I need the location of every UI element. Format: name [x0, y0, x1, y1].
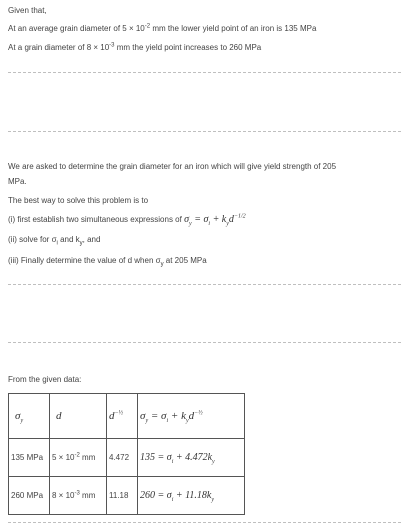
divider-4 — [8, 342, 401, 343]
task-step-1-text: (i) first establish two simultaneous expressions of — [8, 215, 182, 224]
header-sigma: $\sigma_y$ — [9, 394, 50, 439]
table-header-row — [9, 394, 245, 439]
given-line-1-exponent: -2 — [144, 23, 151, 30]
task-step-2 — [8, 235, 101, 247]
header-d-power: $d^{-\frac{1}{2}}$ — [107, 394, 138, 439]
task-line-1: We are asked to determine the grain diameter for an iron which will give yield strength of 205 — [8, 162, 337, 171]
given-line-2-post: mm the yield point increases to 260 MPa — [114, 43, 262, 52]
divider-3 — [8, 284, 401, 285]
table-row — [9, 439, 245, 477]
row-1-d-power: 4.472 — [107, 439, 138, 477]
given-data-table — [8, 393, 245, 515]
given-line-1-post: mm the lower yield point of an iron is 135 MPa — [150, 24, 317, 33]
given-line-2 — [8, 43, 261, 52]
divider-1 — [8, 72, 401, 73]
divider-5 — [8, 522, 401, 523]
task-step-2-sub-i: i — [56, 240, 58, 247]
task-step-3-sub: y — [160, 261, 164, 268]
task-step-3 — [8, 256, 207, 268]
task-step-2-mid: and k — [57, 235, 80, 244]
row-2-equation: $260 = \sigma_i + 11.18k_y$ — [138, 477, 245, 515]
task-step-2-sub-y: y — [79, 240, 83, 247]
header-d: d — [50, 394, 107, 439]
row-1-d: $5 \times 10^{-2}$ mm — [50, 439, 107, 477]
task-line-2: MPa. — [8, 177, 27, 186]
given-heading: Given that, — [8, 6, 47, 15]
task-step-3-post: at 205 MPa — [163, 256, 207, 265]
table-row — [9, 477, 245, 515]
given-line-1-pre: At an average grain diameter of 5 × 10 — [8, 24, 145, 33]
task-approach: The best way to solve this problem is to — [8, 196, 149, 205]
given-line-2-pre: At a grain diameter of 8 × 10 — [8, 43, 110, 52]
row-2-sigma: 260 MPa — [9, 477, 50, 515]
row-1-sigma: 135 MPa — [9, 439, 50, 477]
row-1-equation: $135 = \sigma_i + 4.472k_y$ — [138, 439, 245, 477]
header-equation: $\sigma_y = \sigma_i + k_yd^{-\frac{1}{2}}$ — [138, 394, 245, 439]
given-line-1 — [8, 24, 316, 33]
data-heading: From the given data: — [8, 375, 82, 384]
task-step-3-pre: (iii) Finally determine the value of d when σ — [8, 256, 161, 265]
task-step-2-post: , and — [82, 235, 101, 244]
task-step-1 — [8, 214, 246, 225]
task-step-2-pre: (ii) solve for σ — [8, 235, 57, 244]
divider-2 — [8, 131, 401, 132]
yield-equation: $\sigma_y = \sigma_i + k_yd^{-1/2}$ — [184, 213, 246, 227]
given-line-2-exponent: -3 — [109, 42, 115, 49]
row-2-d-power: 11.18 — [107, 477, 138, 515]
row-2-d: $8 \times 10^{-3}$ mm — [50, 477, 107, 515]
